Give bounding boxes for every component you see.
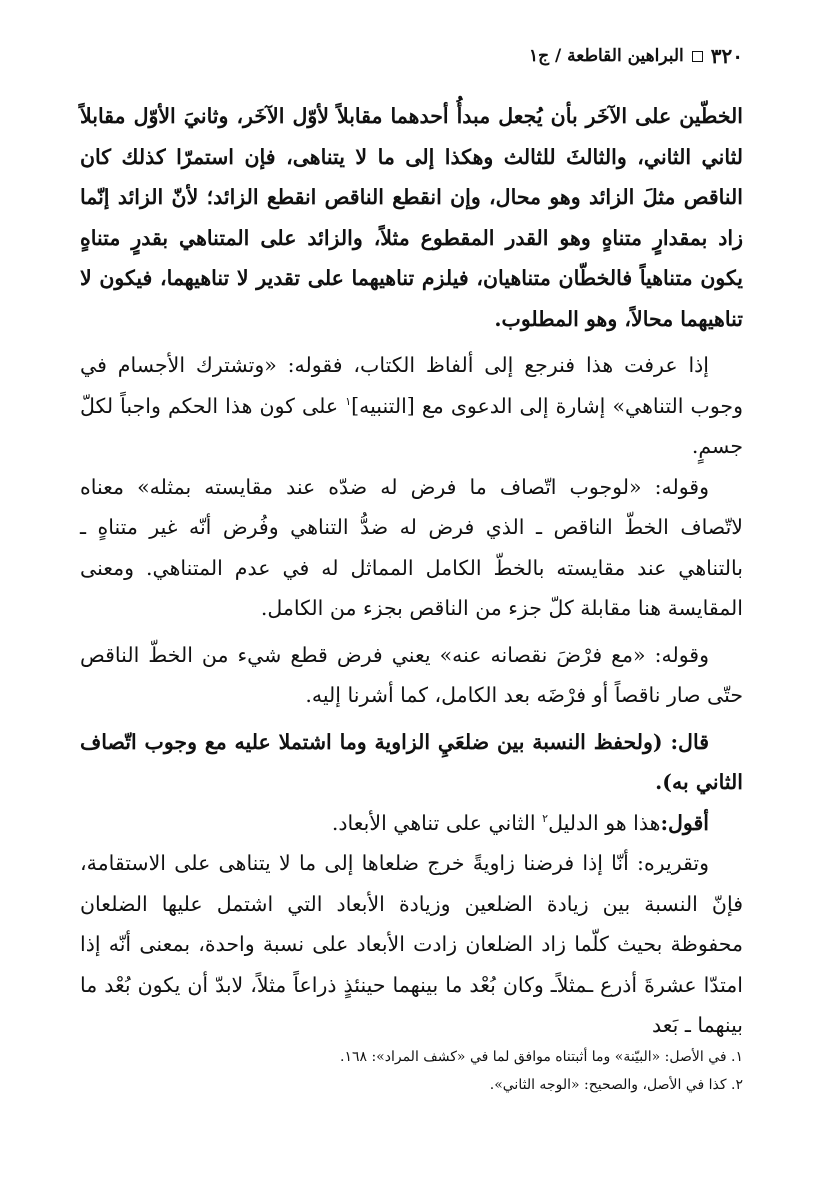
running-title: البراهين القاطعة / ج١ [528,46,684,66]
footnotes [80,1043,743,1099]
qala-label: قال: [670,729,709,754]
paragraph-4: وقوله: «مع فرْضَ نقصانه عنه» يعني فرض قطع شيء من الخطّ الناقص حتّى صار ناقصاً أو فرْضَه بعد الكامل، كما أشرنا إليه. [80,642,743,707]
footnote-2: ٢. كذا في الأصل، والصحيح: «الوجه الثاني». [489,1077,743,1093]
paragraph-1: الخطّين على الآخَر بأن يُجعل مبدأُ أحدهما مقابلاً لأوّل الآخَر، وثانيَ الأوّل مقابلاً لثاني الثاني، والثالثَ للثالث وهكذا إلى ما لا يتناهى، فإن استمرّا كذلك كان الناقص مثلَ الزائد وهو محال، وإن انقطع الناقص انقطع الزائد؛ لأنّ الزائد إنّما زاد بمقدارٍ متناهٍ وهو القدر المقطوع مثلاً، والزائد على المتناهي بقدرٍ متناهٍ يكون متناهياً فالخطّان متناهيان، فيلزم تناهيهما على تقدير لا تناهيهما، فيكون لا تناهيهما محالاً، وهو المطلوب. [80,104,743,331]
paragraph-5-text: (ولحفظ النسبة بين ضلعَيِ الزاوية وما اشتملا عليه مع وجوب اتّصاف الثاني به). [80,729,743,794]
square-separator-icon [692,51,703,62]
paragraph-6-text-a: هذا هو الدليل [548,810,661,835]
footnote-1: ١. في الأصل: «البيّنة» وما أثبتناه موافق لما في «كشف المراد»: ١٦٨. [339,1049,743,1065]
footnote-ref-1[interactable]: ١ [345,394,352,408]
footnote-ref-2[interactable]: ٢ [542,811,549,825]
paragraph-2-text-b: على كون هذا الحكم واجباً لكلّ جسمٍ. [80,393,743,458]
paragraph-5 [80,722,743,803]
paragraph-6 [80,803,743,844]
running-header [529,44,743,68]
paragraph-7: وتقريره: أنّا إذا فرضنا زاويةً خرج ضلعاها إلى ما لا يتناهى على الاستقامة، فإنّ النسبة بين زيادة الضلعين وزيادة الأبعاد التي اشتمل عليها الضلعان محفوظة بحيث كلّما زاد الضلعان زادت الأبعاد على نسبة واحدة، بمعنى أنّه إذا امتدّا عشرةَ أذرع ـمثلاًـ وكان بُعْد ما بينهما حينئذٍ ذراعاً مثلاً، لابدّ أن يكون بُعْد ما بينهما ـ بَعد [80,851,743,1037]
page-number: ٣٢٠ [710,44,743,68]
main-text [80,96,743,1046]
paragraph-2 [80,345,743,467]
aqulu-label: أقول: [660,810,709,835]
paragraph-3: وقوله: «لوجوب اتّصاف ما فرض له ضدّه عند مقايسته بمثله» معناه لاتّصاف الخطّ الناقص ـ الذي فرض له ضدُّ التناهي وفُرض أنّه غير متناهٍ ـ بالتناهي عند مقايسته بالخطّ الكامل المماثل له في عدم المتناهي. ومعنى المقايسة هنا مقابلة كلّ جزء من الناقص بجزء من الكامل. [80,474,743,620]
paragraph-6-text-b: الثاني على تناهي الأبعاد. [331,810,543,835]
paragraph-2-text-a: إذا عرفت هذا فنرجع إلى ألفاظ الكتاب، فقوله: «وتشترك الأجسام في وجوب التناهي» إشارة إلى الدعوى مع [التنبيه] [80,353,743,418]
